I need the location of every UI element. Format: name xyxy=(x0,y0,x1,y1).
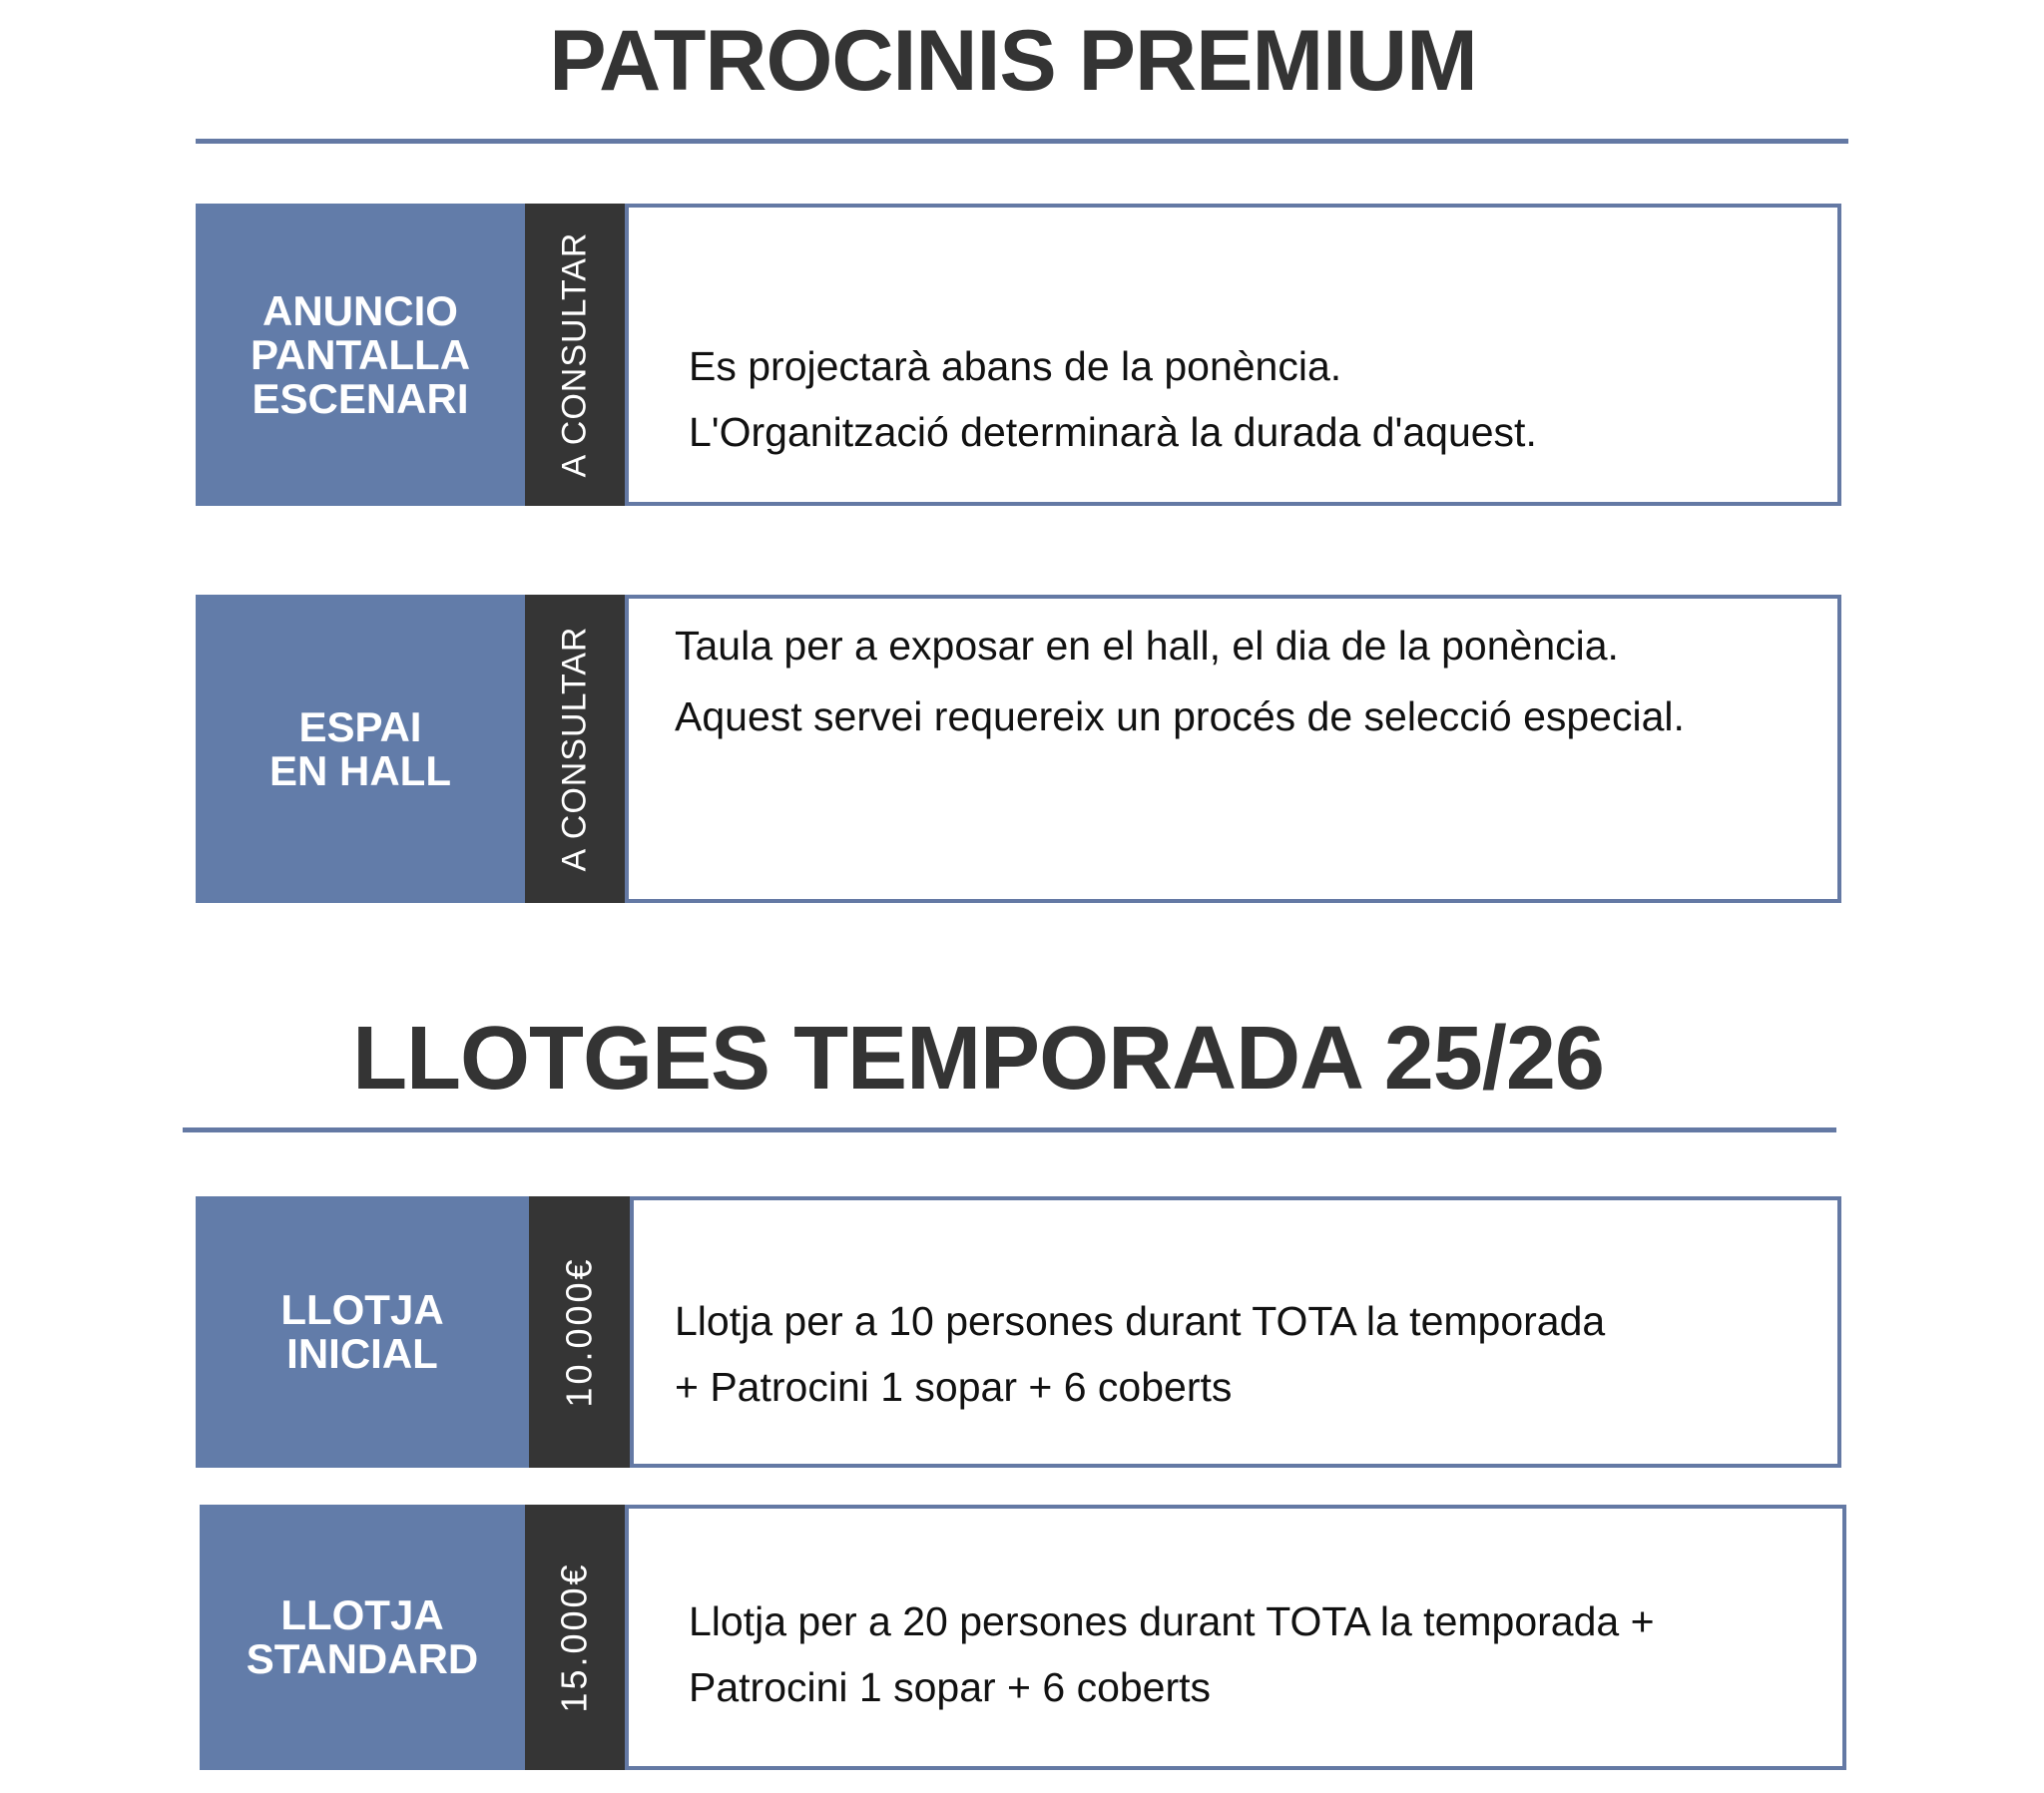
description-line: Taula per a exposar en el hall, el dia de la ponència. xyxy=(675,623,1619,669)
description-line: Llotja per a 10 persones durant TOTA la temporada xyxy=(675,1298,1606,1344)
offer-description xyxy=(675,1288,1605,1420)
offer-price: 15.000€ xyxy=(554,1562,596,1713)
offer-card-anuncio-pantalla xyxy=(196,204,1841,506)
offer-price: A CONSULTAR xyxy=(555,626,594,872)
offer-price: A CONSULTAR xyxy=(555,231,594,478)
offer-price-band xyxy=(525,1505,625,1770)
offer-name: LLOTJA INICIAL xyxy=(196,1196,529,1468)
description-line: Es projectarà abans de la ponència. xyxy=(689,343,1342,389)
description-line: + Patrocini 1 sopar + 6 coberts xyxy=(675,1364,1233,1410)
offer-price-band xyxy=(525,204,625,506)
offer-price: 10.000€ xyxy=(558,1256,600,1408)
section-title-patrocinis-premium: PATROCINIS PREMIUM xyxy=(549,13,1477,109)
description-line: Llotja per a 20 persones durant TOTA la temporada + Patrocini 1 sopar + 6 coberts xyxy=(689,1598,1655,1710)
offer-name: ANUNCIO PANTALLA ESCENARI xyxy=(196,204,525,506)
offer-card-espai-hall xyxy=(196,595,1841,903)
offer-price-band xyxy=(529,1196,630,1468)
offer-card-llotja-inicial xyxy=(196,1196,1841,1468)
offer-name: ESPAI EN HALL xyxy=(196,595,525,903)
section-divider xyxy=(196,139,1848,144)
section-divider xyxy=(183,1127,1836,1132)
offer-description xyxy=(689,1588,1687,1720)
offer-description xyxy=(675,611,1792,752)
offer-description xyxy=(689,333,1537,465)
description-line: Aquest servei requereix un procés de selecció especial. xyxy=(675,693,1685,739)
offer-name: LLOTJA STANDARD xyxy=(200,1505,525,1770)
description-line: L'Organització determinarà la durada d'aquest. xyxy=(689,409,1537,455)
section-title-llotges-temporada: LLOTGES TEMPORADA 25/26 xyxy=(352,1009,1604,1109)
offer-card-llotja-standard xyxy=(200,1505,1846,1770)
offer-price-band xyxy=(525,595,625,903)
